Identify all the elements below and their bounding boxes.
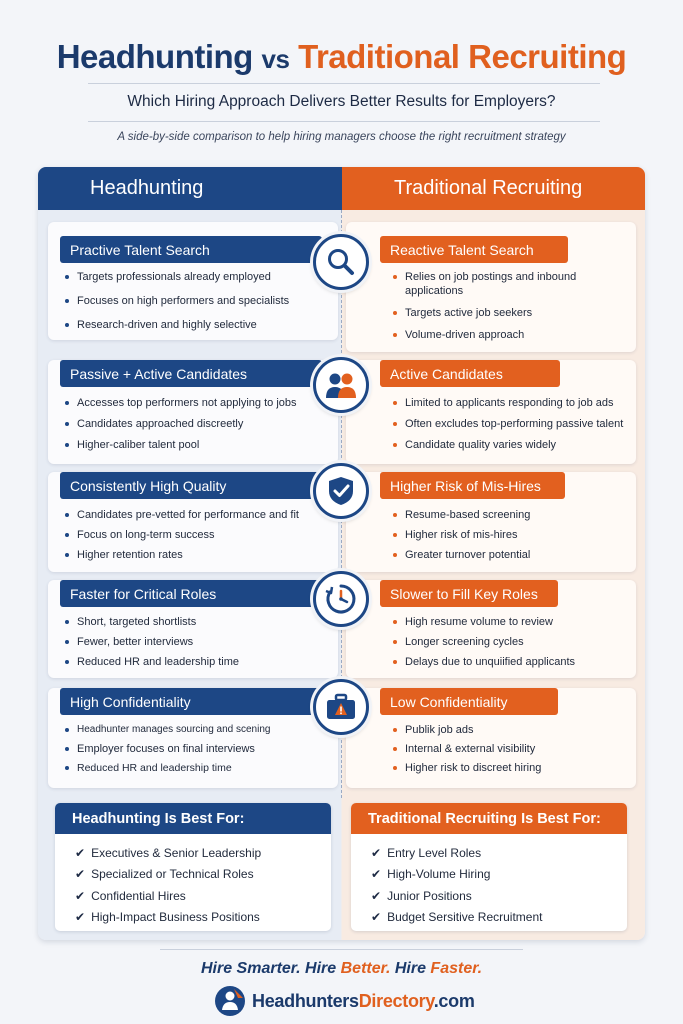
call-to-action — [0, 960, 683, 978]
list-item-label: Junior Positions — [387, 888, 472, 903]
column-header-headhunting: Headhunting — [38, 167, 342, 210]
magnifier-icon — [313, 234, 369, 290]
list-item: Candidate quality varies widely — [392, 438, 632, 452]
row-2-left-title: Passive + Active Candidates — [60, 360, 322, 387]
row-3-right-title: Higher Risk of Mis-Hires — [380, 472, 565, 499]
row-2-left-bullets — [64, 396, 326, 452]
people-icon — [313, 357, 369, 413]
best-for-headhunting-list — [55, 834, 331, 928]
check-icon: ✔ — [75, 910, 86, 925]
page-title — [0, 38, 683, 76]
check-icon: ✔ — [371, 888, 382, 903]
row-5-right-bullets — [392, 723, 624, 775]
row-2-right-title: Active Candidates — [380, 360, 560, 387]
column-header-traditional: Traditional Recruiting — [342, 167, 645, 210]
list-item: High resume volume to review — [392, 615, 624, 629]
list-item: Volume-driven approach — [392, 328, 624, 342]
subtitle: Which Hiring Approach Delivers Better Results for Employers? — [127, 93, 556, 110]
list-item: Higher risk to discreet hiring — [392, 761, 624, 775]
list-item: Fewer, better interviews — [64, 635, 326, 649]
list-item-label: Specialized or Technical Roles — [91, 867, 254, 882]
cta-part: Hire — [390, 960, 431, 977]
list-item: Relies on job postings and inbound applications — [392, 270, 624, 298]
list-item: Often excludes top-performing passive talent — [392, 417, 632, 431]
list-item — [75, 907, 331, 929]
list-item: Focuses on high performers and specialists — [64, 294, 326, 308]
list-item-label: Budget Sersitive Recruitment — [387, 910, 543, 925]
list-item: Delays due to unquiified applicants — [392, 655, 624, 669]
check-icon: ✔ — [371, 910, 382, 925]
row-3-left-bullets — [64, 508, 326, 562]
shield-check-icon — [313, 463, 369, 519]
row-1-left-bullets — [64, 270, 326, 332]
check-icon: ✔ — [371, 845, 382, 860]
row-5-right-title: Low Confidentiality — [380, 688, 558, 715]
list-item: Reduced HR and leadership time — [64, 655, 326, 669]
title-right: Traditional Recruiting — [298, 38, 627, 75]
best-for-headhunting-card — [55, 803, 331, 931]
list-item: Accesses top performers not applying to jobs — [64, 396, 326, 410]
best-for-traditional-list — [351, 834, 627, 928]
briefcase-warning-icon — [313, 679, 369, 735]
list-item: Headhunter manages sourcing and scening — [64, 723, 326, 737]
row-1-right-title: Reactive Talent Search — [380, 236, 568, 263]
list-item: Greater turnover potential — [392, 548, 624, 562]
list-item: Higher-caliber talent pool — [64, 438, 326, 452]
list-item-label: High-Impact Business Positions — [91, 910, 260, 925]
brand-part: Headhunters — [252, 990, 359, 1011]
row-1-left-title: Practive Talent Search — [60, 236, 322, 263]
list-item — [371, 864, 627, 886]
list-item: Publik job ads — [392, 723, 624, 737]
list-item — [371, 907, 627, 929]
clock-icon — [313, 571, 369, 627]
title-vs: vs — [261, 44, 290, 74]
list-item: Higher risk of mis-hires — [392, 528, 624, 542]
row-4-left-bullets — [64, 615, 326, 669]
row-4-right-bullets — [392, 615, 624, 669]
best-for-traditional-card — [351, 803, 627, 931]
list-item: Short, targeted shortlists — [64, 615, 326, 629]
list-item-label: Executives & Senior Leadership — [91, 845, 262, 860]
subtitle-divider — [88, 121, 600, 122]
check-icon: ✔ — [75, 888, 86, 903]
row-3-left-title: Consistently High Quality — [60, 472, 322, 499]
row-5-left-title: High Confidentiality — [60, 688, 322, 715]
best-for-traditional-title: Traditional Recruiting Is Best For: — [351, 803, 627, 834]
list-item — [75, 864, 331, 886]
cta-part: Better. — [340, 960, 391, 977]
list-item — [371, 885, 627, 907]
list-item: Resume-based screening — [392, 508, 624, 522]
brand-part: Directory — [358, 990, 434, 1011]
list-item — [75, 842, 331, 864]
row-1-right-bullets — [392, 270, 624, 342]
list-item: Candidates approached discreetly — [64, 417, 326, 431]
list-item: Targets active job seekers — [392, 306, 624, 320]
row-3-right-bullets — [392, 508, 624, 562]
cta-part: Hire Smarter. Hire — [200, 960, 341, 977]
row-4-left-title: Faster for Critical Roles — [60, 580, 322, 607]
row-5-left-bullets — [64, 723, 326, 775]
row-2-right-bullets — [392, 396, 632, 452]
list-item: Research-driven and highly selective — [64, 318, 326, 332]
cta-part: Faster. — [430, 960, 483, 977]
title-divider — [88, 83, 600, 84]
list-item: Longer screening cycles — [392, 635, 624, 649]
brand-part: .com — [433, 990, 475, 1011]
brand-icon — [214, 985, 246, 1017]
title-left: Headhunting — [56, 38, 253, 75]
list-item: Targets professionals already employed — [64, 270, 326, 284]
list-item: Higher retention rates — [64, 548, 326, 562]
check-icon: ✔ — [75, 867, 86, 882]
list-item: Focus on long-term success — [64, 528, 326, 542]
tagline: A side-by-side comparison to help hiring managers choose the right recruitment strategy — [117, 131, 566, 143]
check-icon: ✔ — [371, 867, 382, 882]
list-item: Candidates pre-vetted for performance and fit — [64, 508, 326, 522]
best-for-headhunting-title: Headhunting Is Best For: — [55, 803, 331, 834]
footer-divider — [160, 949, 523, 950]
list-item: Employer focuses on final interviews — [64, 742, 326, 756]
list-item — [371, 842, 627, 864]
brand-name — [252, 991, 475, 1012]
check-icon: ✔ — [75, 845, 86, 860]
row-4-right-title: Slower to Fill Key Roles — [380, 580, 558, 607]
list-item: Reduced HR and leadership time — [64, 761, 326, 775]
list-item-label: High-Volume Hiring — [387, 867, 491, 882]
brand-logo[interactable] — [214, 985, 475, 1017]
list-item-label: Confidential Hires — [91, 888, 186, 903]
list-item: Limited to applicants responding to job ads — [392, 396, 632, 410]
list-item: Internal & external visibility — [392, 742, 624, 756]
list-item-label: Entry Level Roles — [387, 845, 482, 860]
list-item — [75, 885, 331, 907]
